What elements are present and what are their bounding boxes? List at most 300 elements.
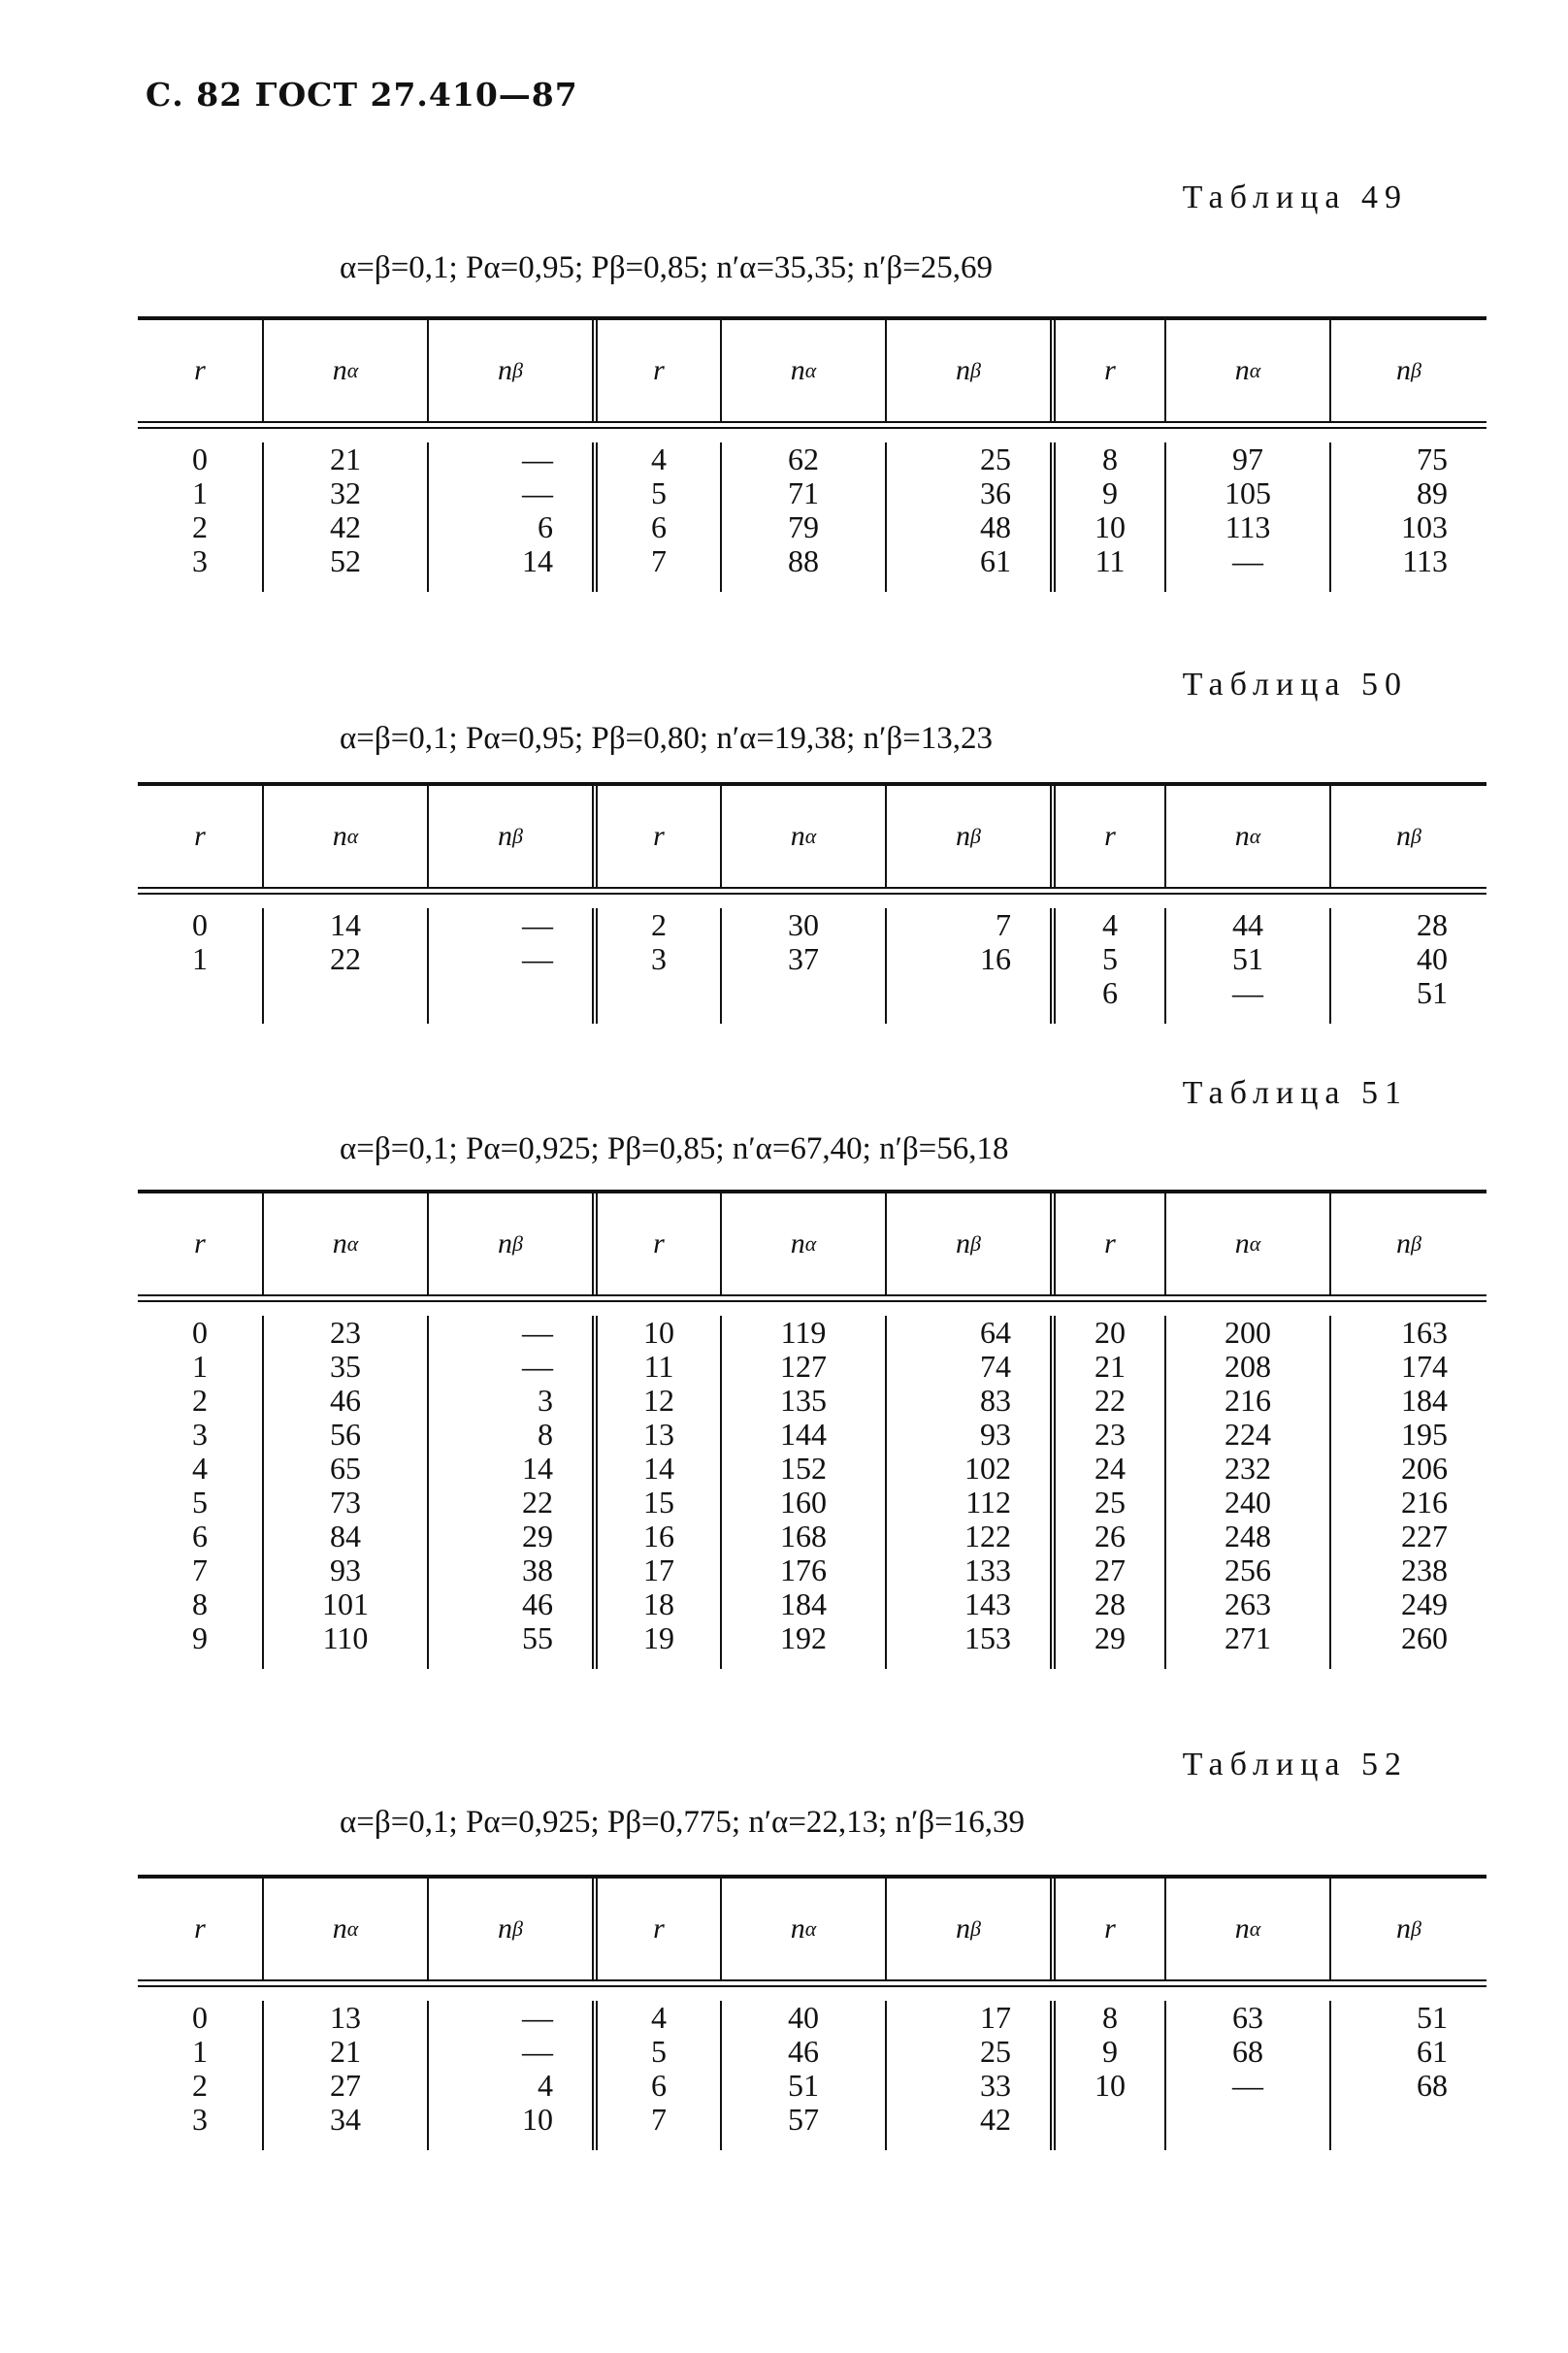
header-n-beta-column (427, 786, 592, 887)
header-label: n (790, 1227, 805, 1259)
table-cell: 88 (788, 543, 819, 578)
table-cell: 3 (192, 2102, 208, 2137)
table-cell: 3 (538, 1383, 553, 1418)
table-cell: 13 (643, 1417, 674, 1452)
header-n-alpha-column (1164, 786, 1329, 887)
table-cell: 63 (1232, 2000, 1263, 2035)
table-cell: 105 (1225, 475, 1271, 510)
header-r-column (1050, 786, 1164, 887)
table-cell: 61 (1417, 2034, 1448, 2069)
table-cell: 6 (192, 1519, 208, 1553)
table-cell: — (522, 1349, 553, 1384)
table-cell: 195 (1401, 1417, 1448, 1452)
table-cell: — (522, 475, 553, 510)
table-caption: Таблица 50 (1182, 667, 1408, 703)
header-label: r (1104, 354, 1116, 386)
table-cell: 20 (1094, 1315, 1126, 1350)
header-label: n (332, 1227, 347, 1259)
table-cell: 5 (192, 1485, 208, 1520)
r-column (138, 442, 262, 592)
header-n-beta-column (427, 320, 592, 421)
header-label: n (332, 1912, 347, 1944)
table-cell: 19 (643, 1620, 674, 1655)
table-cell: — (522, 2000, 553, 2035)
header-n-beta-column (885, 1193, 1050, 1294)
table-cell: 26 (1094, 1519, 1126, 1553)
table-cell: — (522, 441, 553, 476)
table-cell: 46 (330, 1383, 361, 1418)
table-cell: 0 (192, 2000, 208, 2035)
header-label: r (194, 354, 206, 386)
table-cell: 21 (330, 441, 361, 476)
n-alpha-column (720, 2001, 885, 2150)
table-cell: 2 (192, 2068, 208, 2103)
header-label: n (332, 354, 347, 386)
table-cell: 160 (780, 1485, 827, 1520)
header-n-alpha-column (720, 320, 885, 421)
header-label: n (1396, 1227, 1412, 1259)
header-n-beta-column (885, 1879, 1050, 1979)
table-cell: 152 (780, 1451, 827, 1486)
header-label: r (653, 1912, 665, 1944)
table-cell: 192 (780, 1620, 827, 1655)
table-cell: 51 (1417, 975, 1448, 1010)
r-column (592, 908, 720, 1024)
table-cell: 13 (330, 2000, 361, 2035)
n-beta-column (885, 908, 1050, 1024)
table-cell: 46 (522, 1586, 553, 1621)
table-cell: 11 (1094, 543, 1126, 578)
table-cell: 14 (522, 1451, 553, 1486)
table-cell: 122 (964, 1519, 1011, 1553)
table-parameters: α=β=0,1; Pα=0,95; Pβ=0,85; n′α=35,35; n′β=25,69 (340, 250, 993, 285)
table-body (138, 1302, 1486, 1669)
r-column (1050, 2001, 1164, 2150)
header-n-beta-column (1329, 786, 1486, 887)
table-cell: 113 (1402, 543, 1448, 578)
table-body (138, 429, 1486, 592)
header-n-beta-column (427, 1193, 592, 1294)
table-cell: 68 (1417, 2068, 1448, 2103)
table-cell: 79 (788, 509, 819, 544)
table-cell: — (1232, 975, 1263, 1010)
header-subscript: α (1249, 358, 1261, 382)
table-cell: 57 (788, 2102, 819, 2137)
table-cell: 9 (1102, 2034, 1118, 2069)
header-n-alpha-column (720, 1879, 885, 1979)
r-column (1050, 442, 1164, 592)
table-cell: 11 (643, 1349, 674, 1384)
table-cell: 4 (651, 2000, 667, 2035)
table-cell: 153 (964, 1620, 1011, 1655)
table-cell: 5 (651, 2034, 667, 2069)
table-cell: 2 (651, 907, 667, 942)
table-50 (138, 782, 1486, 1024)
header-label: n (332, 820, 347, 852)
table-cell: 3 (651, 941, 667, 976)
header-label: n (790, 820, 805, 852)
table-cell: 89 (1417, 475, 1448, 510)
table-parameters: α=β=0,1; Pα=0,925; Pβ=0,85; n′α=67,40; n′β=56,18 (340, 1131, 1009, 1166)
table-caption: Таблица 52 (1182, 1747, 1408, 1782)
header-r-column (138, 1879, 262, 1979)
table-cell: 1 (192, 941, 208, 976)
table-cell: 34 (330, 2102, 361, 2137)
header-subscript: α (1249, 1916, 1261, 1941)
n-beta-column (1329, 1316, 1486, 1669)
header-r-column (592, 1193, 720, 1294)
table-cell: 65 (330, 1451, 361, 1486)
header-label: n (956, 354, 971, 386)
table-cell: 227 (1401, 1519, 1448, 1553)
table-cell: 135 (780, 1383, 827, 1418)
n-beta-column (1329, 908, 1486, 1024)
header-label: n (1234, 354, 1250, 386)
table-cell: 15 (643, 1485, 674, 1520)
table-cell: — (522, 1315, 553, 1350)
table-cell: 0 (192, 441, 208, 476)
r-column (1050, 1316, 1164, 1669)
table-cell: 9 (192, 1620, 208, 1655)
header-label: n (498, 820, 513, 852)
table-header-rule (138, 887, 1486, 895)
header-r-column (592, 786, 720, 887)
table-cell: 6 (651, 509, 667, 544)
table-cell: 7 (651, 2102, 667, 2137)
header-subscript: β (1411, 1231, 1421, 1256)
table-cell: 7 (192, 1552, 208, 1587)
r-column (138, 2001, 262, 2150)
table-cell: 0 (192, 907, 208, 942)
header-label: n (1234, 1227, 1250, 1259)
header-label: r (1104, 1227, 1116, 1259)
n-alpha-column (262, 442, 427, 592)
table-cell: 271 (1225, 1620, 1271, 1655)
table-cell: 4 (538, 2068, 553, 2103)
header-label: n (790, 1912, 805, 1944)
table-52 (138, 1875, 1486, 2150)
table-cell: 23 (1094, 1417, 1126, 1452)
table-cell: 25 (980, 441, 1011, 476)
table-cell: 17 (643, 1552, 674, 1587)
table-cell: 27 (330, 2068, 361, 2103)
header-label: n (1234, 820, 1250, 852)
table-cell: 16 (643, 1519, 674, 1553)
table-cell: 25 (1094, 1485, 1126, 1520)
table-cell: 168 (780, 1519, 827, 1553)
table-cell: 71 (788, 475, 819, 510)
table-cell: 101 (322, 1586, 369, 1621)
header-subscript: α (804, 1231, 817, 1256)
table-header-rule (138, 1979, 1486, 1987)
table-cell: 14 (330, 907, 361, 942)
n-alpha-column (1164, 908, 1329, 1024)
table-cell: 37 (788, 941, 819, 976)
table-cell: 12 (643, 1383, 674, 1418)
table-cell: 0 (192, 1315, 208, 1350)
table-cell: 4 (192, 1451, 208, 1486)
table-header-rule (138, 421, 1486, 429)
table-cell: 30 (788, 907, 819, 942)
table-51 (138, 1190, 1486, 1669)
n-beta-column (427, 442, 592, 592)
header-label: n (956, 820, 971, 852)
header-label: n (956, 1912, 971, 1944)
table-cell: 51 (788, 2068, 819, 2103)
n-beta-column (885, 2001, 1050, 2150)
header-n-alpha-column (262, 1879, 427, 1979)
table-cell: 143 (964, 1586, 1011, 1621)
header-subscript: α (804, 1916, 817, 1941)
header-subscript: α (346, 1231, 359, 1256)
table-cell: 29 (1094, 1620, 1126, 1655)
header-n-alpha-column (720, 786, 885, 887)
table-cell: 8 (192, 1586, 208, 1621)
table-cell: 3 (192, 543, 208, 578)
header-r-column (138, 786, 262, 887)
header-label: n (1234, 1912, 1250, 1944)
table-body (138, 895, 1486, 1024)
table-cell: 55 (522, 1620, 553, 1655)
n-beta-column (885, 1316, 1050, 1669)
table-cell: 249 (1401, 1586, 1448, 1621)
header-n-beta-column (1329, 1193, 1486, 1294)
table-cell: 112 (965, 1485, 1011, 1520)
header-r-column (1050, 1193, 1164, 1294)
table-cell: 3 (192, 1417, 208, 1452)
header-n-beta-column (427, 1879, 592, 1979)
table-cell: 1 (192, 1349, 208, 1384)
table-cell: 64 (980, 1315, 1011, 1350)
header-subscript: β (512, 1916, 523, 1941)
table-cell: 51 (1232, 941, 1263, 976)
header-label: r (653, 354, 665, 386)
header-n-beta-column (885, 786, 1050, 887)
header-label: r (653, 1227, 665, 1259)
r-column (592, 442, 720, 592)
header-subscript: α (804, 358, 817, 382)
table-cell: 73 (330, 1485, 361, 1520)
header-subscript: β (1411, 358, 1421, 382)
table-cell: 93 (330, 1552, 361, 1587)
table-cell: 184 (780, 1586, 827, 1621)
header-label: n (1396, 1912, 1412, 1944)
table-cell: 35 (330, 1349, 361, 1384)
header-label: n (790, 354, 805, 386)
table-cell: 32 (330, 475, 361, 510)
table-cell: 14 (522, 543, 553, 578)
table-cell: 4 (651, 441, 667, 476)
table-cell: 2 (192, 1383, 208, 1418)
header-subscript: α (804, 824, 817, 848)
table-cell: — (522, 2034, 553, 2069)
n-alpha-column (720, 1316, 885, 1669)
table-cell: 29 (522, 1519, 553, 1553)
n-beta-column (1329, 442, 1486, 592)
header-subscript: β (1411, 824, 1421, 848)
table-cell: 10 (643, 1315, 674, 1350)
header-label: n (1396, 820, 1412, 852)
table-cell: 6 (538, 509, 553, 544)
header-n-alpha-column (720, 1193, 885, 1294)
table-cell: 232 (1225, 1451, 1271, 1486)
table-body (138, 1987, 1486, 2150)
table-cell: 40 (788, 2000, 819, 2035)
table-cell: 22 (522, 1485, 553, 1520)
table-cell: 133 (964, 1552, 1011, 1587)
r-column (1050, 908, 1164, 1024)
table-cell: 216 (1225, 1383, 1271, 1418)
header-label: r (1104, 1912, 1116, 1944)
n-beta-column (1329, 2001, 1486, 2150)
table-cell: 48 (980, 509, 1011, 544)
table-cell: 28 (1417, 907, 1448, 942)
header-n-alpha-column (1164, 1193, 1329, 1294)
header-label: n (498, 354, 513, 386)
table-cell: 127 (780, 1349, 827, 1384)
table-cell: 68 (1232, 2034, 1263, 2069)
header-label: r (1104, 820, 1116, 852)
header-subscript: α (346, 358, 359, 382)
table-cell: 176 (780, 1552, 827, 1587)
table-cell: 21 (330, 2034, 361, 2069)
n-alpha-column (720, 908, 885, 1024)
header-r-column (592, 1879, 720, 1979)
table-cell: 7 (651, 543, 667, 578)
n-alpha-column (262, 908, 427, 1024)
table-cell: 33 (980, 2068, 1011, 2103)
n-beta-column (427, 1316, 592, 1669)
n-beta-column (885, 442, 1050, 592)
table-cell: 260 (1401, 1620, 1448, 1655)
header-subscript: α (1249, 1231, 1261, 1256)
table-parameters: α=β=0,1; Pα=0,95; Pβ=0,80; n′α=19,38; n′β=13,23 (340, 721, 993, 756)
table-cell: 206 (1401, 1451, 1448, 1486)
table-cell: 238 (1401, 1552, 1448, 1587)
table-cell: 208 (1225, 1349, 1271, 1384)
table-cell: 97 (1232, 441, 1263, 476)
header-n-alpha-column (262, 320, 427, 421)
header-r-column (138, 320, 262, 421)
table-cell: 83 (980, 1383, 1011, 1418)
table-cell: 75 (1417, 441, 1448, 476)
table-49 (138, 316, 1486, 592)
table-cell: 17 (980, 2000, 1011, 2035)
header-label: r (653, 820, 665, 852)
table-cell: 36 (980, 475, 1011, 510)
table-cell: 103 (1401, 509, 1448, 544)
table-cell: 2 (192, 509, 208, 544)
header-label: r (194, 1912, 206, 1944)
table-cell: 10 (522, 2102, 553, 2137)
header-subscript: β (512, 1231, 523, 1256)
n-alpha-column (1164, 2001, 1329, 2150)
n-beta-column (427, 908, 592, 1024)
table-header-row (138, 1193, 1486, 1294)
header-label: r (194, 1227, 206, 1259)
table-cell: 21 (1094, 1349, 1126, 1384)
header-subscript: β (970, 1916, 981, 1941)
table-cell: 102 (964, 1451, 1011, 1486)
table-cell: 5 (1102, 941, 1118, 976)
table-cell: 6 (651, 2068, 667, 2103)
header-subscript: β (970, 358, 981, 382)
table-cell: 24 (1094, 1451, 1126, 1486)
header-subscript: β (970, 824, 981, 848)
header-r-column (1050, 320, 1164, 421)
table-cell: 61 (980, 543, 1011, 578)
header-subscript: α (1249, 824, 1261, 848)
table-cell: 113 (1225, 509, 1271, 544)
table-cell: 163 (1401, 1315, 1448, 1350)
table-cell: 18 (643, 1586, 674, 1621)
table-cell: 10 (1094, 2068, 1126, 2103)
table-cell: 200 (1225, 1315, 1271, 1350)
table-cell: 10 (1094, 509, 1126, 544)
header-n-alpha-column (1164, 1879, 1329, 1979)
table-cell: 52 (330, 543, 361, 578)
table-cell: 44 (1232, 907, 1263, 942)
header-label: n (498, 1912, 513, 1944)
table-cell: 51 (1417, 2000, 1448, 2035)
table-header-row (138, 320, 1486, 421)
table-cell: 14 (643, 1451, 674, 1486)
r-column (138, 908, 262, 1024)
table-cell: 62 (788, 441, 819, 476)
table-caption: Таблица 49 (1182, 180, 1408, 215)
table-parameters: α=β=0,1; Pα=0,925; Pβ=0,775; n′α=22,13; n′β=16,39 (340, 1805, 1025, 1840)
table-cell: — (522, 907, 553, 942)
table-cell: 74 (980, 1349, 1011, 1384)
table-cell: 263 (1225, 1586, 1271, 1621)
header-n-alpha-column (262, 1193, 427, 1294)
table-cell: 25 (980, 2034, 1011, 2069)
table-cell: 184 (1401, 1383, 1448, 1418)
table-cell: 28 (1094, 1586, 1126, 1621)
table-cell: 7 (996, 907, 1011, 942)
n-alpha-column (1164, 1316, 1329, 1669)
table-cell: 27 (1094, 1552, 1126, 1587)
n-alpha-column (262, 2001, 427, 2150)
header-r-column (138, 1193, 262, 1294)
n-alpha-column (720, 442, 885, 592)
header-n-alpha-column (262, 786, 427, 887)
table-cell: 8 (538, 1417, 553, 1452)
table-cell: 93 (980, 1417, 1011, 1452)
table-cell: 42 (980, 2102, 1011, 2137)
table-cell: — (1232, 2068, 1263, 2103)
table-cell: 240 (1225, 1485, 1271, 1520)
table-cell: 174 (1401, 1349, 1448, 1384)
table-cell: 248 (1225, 1519, 1271, 1553)
header-label: r (194, 820, 206, 852)
header-r-column (592, 320, 720, 421)
header-label: n (498, 1227, 513, 1259)
table-cell: 224 (1225, 1417, 1271, 1452)
header-n-beta-column (1329, 1879, 1486, 1979)
r-column (592, 1316, 720, 1669)
table-cell: 56 (330, 1417, 361, 1452)
header-label: n (1396, 354, 1412, 386)
table-cell: 84 (330, 1519, 361, 1553)
header-subscript: β (970, 1231, 981, 1256)
table-header-row (138, 1879, 1486, 1979)
table-cell: 144 (780, 1417, 827, 1452)
table-cell: 110 (322, 1620, 369, 1655)
table-caption: Таблица 51 (1182, 1075, 1408, 1111)
header-label: n (956, 1227, 971, 1259)
table-cell: 5 (651, 475, 667, 510)
